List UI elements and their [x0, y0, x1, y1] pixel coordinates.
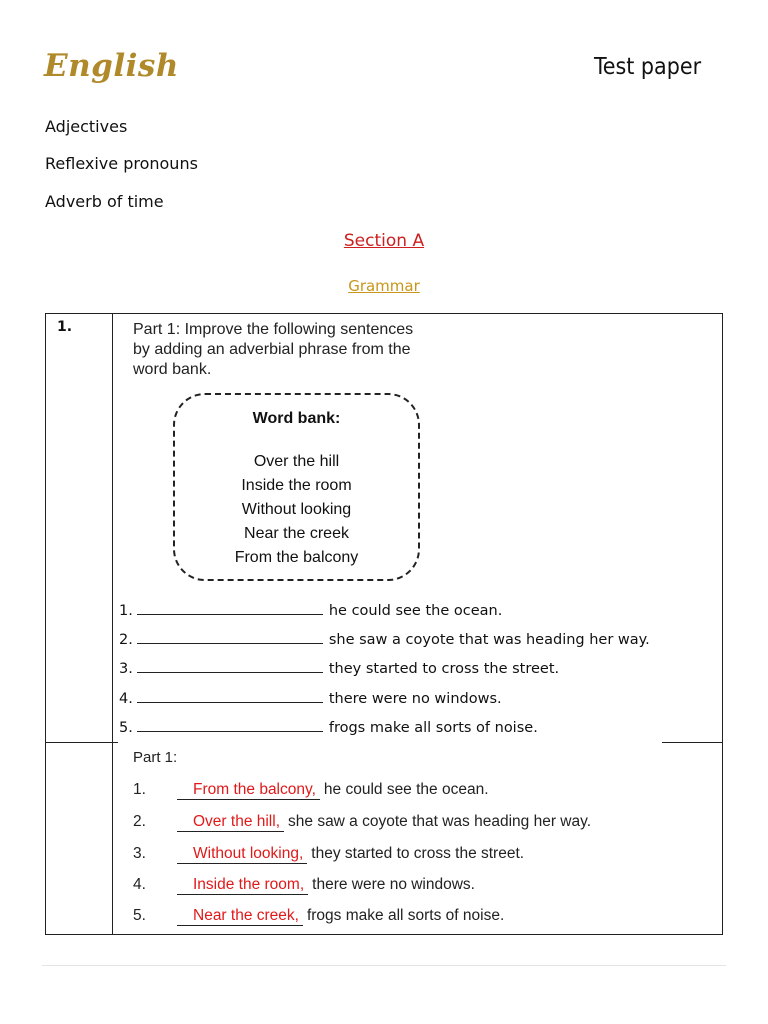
topic-item: Adjectives [45, 117, 128, 136]
topic-item: Reflexive pronouns [45, 154, 198, 173]
answer-item: 1. From the balcony, he could see the ocean. [133, 781, 489, 798]
answer-blank[interactable] [137, 629, 323, 644]
answer-blank[interactable] [137, 688, 323, 703]
table-divider-horizontal [662, 742, 723, 743]
word-bank-title: Word bank: [252, 410, 341, 427]
answer-fill: From the balcony, [177, 781, 320, 800]
question-item: 3. they started to cross the street. [119, 658, 559, 677]
answer-fill: Over the hill, [177, 813, 284, 832]
answer-item: 3. Without looking, they started to cross the street. [133, 845, 525, 862]
word-bank-list [173, 450, 420, 570]
question-item: 1. he could see the ocean. [119, 600, 502, 619]
doc-type-title: Test paper [594, 54, 702, 80]
topic-item: Adverb of time [45, 192, 164, 211]
page-footer-divider [42, 965, 726, 966]
question-item: 4. there were no windows. [119, 688, 502, 707]
question-item: 2. she saw a coyote that was heading her way. [119, 629, 650, 648]
word-bank-item: Inside the room [241, 477, 352, 494]
word-bank-item: Without looking [241, 501, 352, 518]
table-divider-horizontal [45, 742, 118, 743]
word-bank-item: From the balcony [234, 549, 359, 566]
answer-blank[interactable] [137, 658, 323, 673]
question-item: 5. frogs make all sorts of noise. [119, 717, 538, 736]
answer-fill: Without looking, [177, 845, 307, 864]
answer-fill: Inside the room, [177, 876, 308, 895]
question-instructions: Part 1: Improve the following sentences by adding an adverbial phrase from the word bank. [133, 321, 414, 378]
word-bank-item: Near the creek [244, 525, 349, 542]
subject-title: English [44, 48, 179, 84]
section-subtitle: Grammar [348, 277, 420, 295]
answer-blank[interactable] [137, 600, 323, 615]
answer-item: 5. Near the creek, frogs make all sorts of noise. [133, 907, 505, 924]
answer-item: 2. Over the hill, she saw a coyote that was heading her way. [133, 813, 592, 830]
answer-item: 4. Inside the room, there were no windows. [133, 876, 475, 893]
question-number: 1. [57, 319, 73, 335]
word-bank-item: Over the hill [253, 453, 340, 470]
answer-fill: Near the creek, [177, 907, 303, 926]
answers-heading: Part 1: [133, 749, 178, 766]
section-title: Section A [343, 231, 425, 251]
answer-blank[interactable] [137, 717, 323, 732]
table-divider-vertical [112, 313, 113, 935]
